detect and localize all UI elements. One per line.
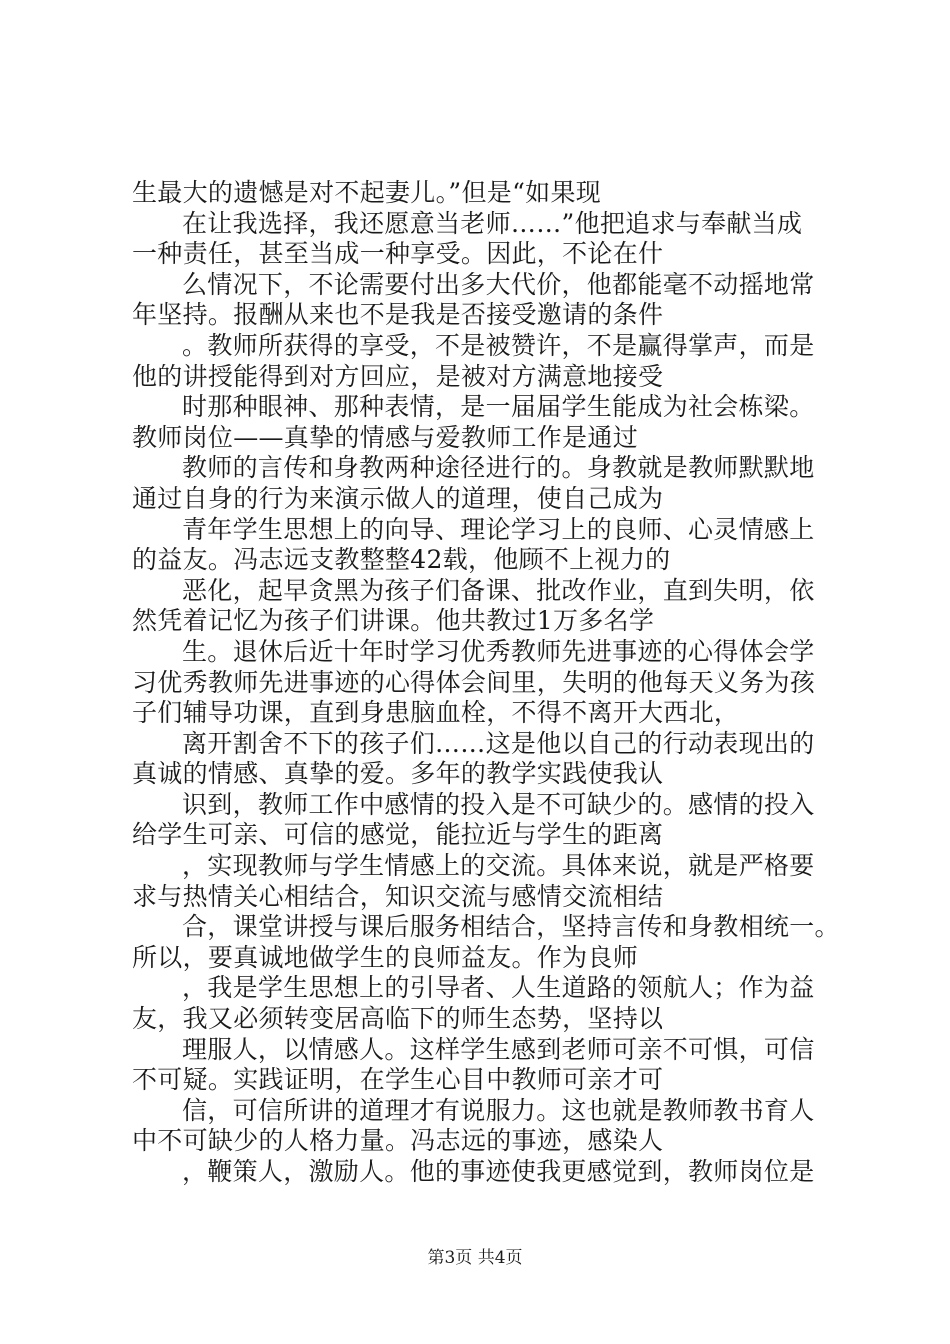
text-line: 么情况下，不论需要付出多大代价，他都能毫不动摇地常: [182, 269, 815, 299]
text-line: 教师的言传和身教两种途径进行的。身教就是教师默默地: [182, 453, 815, 483]
text-line: 合，课堂讲授与课后服务相结合，坚持言传和身教相统一。: [182, 912, 840, 942]
text-line: 理服人，以情感人。这样学生感到老师可亲不可惧，可信: [182, 1034, 815, 1064]
text-line: 年坚持。报酬从来也不是我是否接受邀请的条件: [132, 300, 664, 330]
text-line: 的益友。冯志远支教整整42载，他顾不上视力的: [132, 545, 671, 575]
text-line: ，鞭策人，激励人。他的事迹使我更感觉到，教师岗位是: [182, 1157, 815, 1186]
text-line: 恶化，起早贪黑为孩子们备课、批改作业，直到失明，依: [182, 575, 815, 605]
text-line: 一种责任，甚至当成一种享受。因此，不论在什: [132, 239, 664, 269]
text-line: 离开割舍不下的孩子们……这是他以自己的行动表现出的: [182, 728, 815, 758]
text-line: 然凭着记忆为孩子们讲课。他共教过1万多名学: [132, 606, 655, 636]
page-footer: 第3页 共4页: [427, 1248, 523, 1268]
text-line: 他的讲授能得到对方回应，是被对方满意地接受: [132, 361, 664, 391]
text-line: 所以，要真诚地做学生的良师益友。作为良师: [132, 942, 639, 972]
text-line: 。教师所获得的享受，不是被赞许，不是赢得掌声，而是: [182, 330, 815, 360]
text-line: 求与热情关心相结合，知识交流与感情交流相结: [132, 881, 664, 911]
text-line: ，我是学生思想上的引导者、人生道路的领航人；作为益: [182, 973, 815, 1003]
text-line: 不可疑。实践证明，在学生心目中教师可亲才可: [132, 1065, 664, 1095]
text-line: 信，可信所讲的道理才有说服力。这也就是教师教书育人: [182, 1095, 815, 1125]
text-line: 习优秀教师先进事迹的心得体会间里，失明的他每天义务为孩: [132, 667, 816, 697]
text-line: 给学生可亲、可信的感觉，能拉近与学生的距离: [132, 820, 664, 850]
text-line: 在让我选择，我还愿意当老师……”他把追求与奉献当成: [182, 208, 803, 238]
text-line: ，实现教师与学生情感上的交流。具体来说，就是严格要: [182, 851, 815, 881]
text-line: 友，我又必须转变居高临下的师生态势，坚持以: [132, 1004, 664, 1034]
document-body: [132, 178, 852, 1188]
text-line: 识到，教师工作中感情的投入是不可缺少的。感情的投入: [182, 789, 815, 819]
text-line: 真诚的情感、真挚的爱。多年的教学实践使我认: [132, 759, 664, 789]
text-line: 通过自身的行为来演示做人的道理，使自己成为: [132, 483, 664, 513]
text-line: 生。退休后近十年时学习优秀教师先进事迹的心得体会学: [182, 636, 815, 666]
text-line: 子们辅导功课，直到身患脑血栓，不得不离开大西北，: [132, 698, 740, 728]
text-line: 教师岗位——真挚的情感与爱教师工作是通过: [132, 422, 639, 452]
text-line: 生最大的遗憾是对不起妻儿。”但是“如果现: [132, 178, 602, 207]
text-line: 时那种眼神、那种表情，是一届届学生能成为社会栋梁。: [182, 392, 815, 422]
text-line: 中不可缺少的人格力量。冯志远的事迹，感染人: [132, 1126, 664, 1156]
text-line: 青年学生思想上的向导、理论学习上的良师、心灵情感上: [182, 514, 815, 544]
